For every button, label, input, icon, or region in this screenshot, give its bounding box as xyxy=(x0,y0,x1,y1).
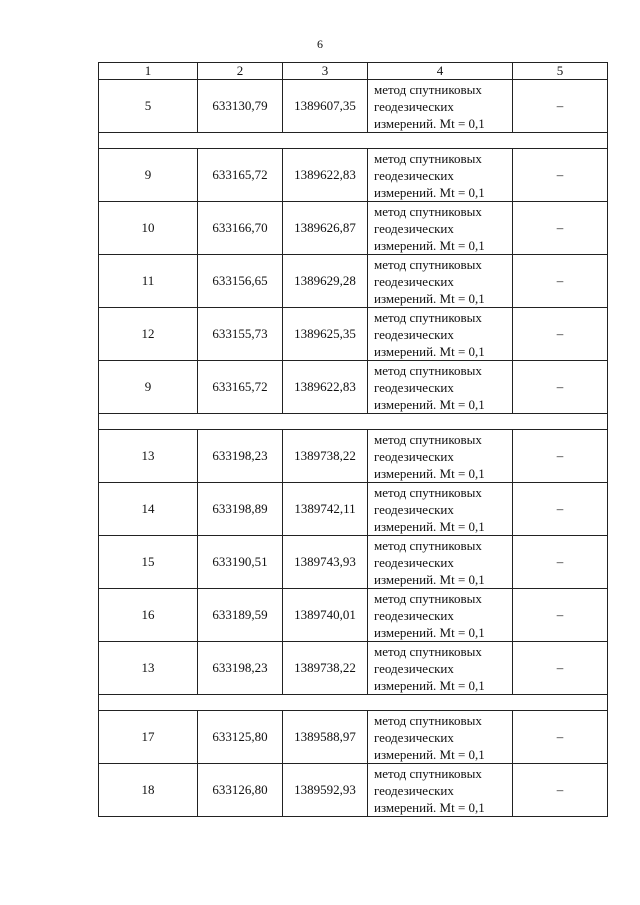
coordinate-x-cell: 633190,51 xyxy=(198,536,283,589)
table-row xyxy=(99,483,608,536)
table-row xyxy=(99,642,608,695)
coordinate-x-cell: 633166,70 xyxy=(198,202,283,255)
note-cell: – xyxy=(513,764,608,817)
method-line: измерений. Mt = 0,1 xyxy=(374,184,485,200)
method-line: геодезических xyxy=(374,98,454,114)
coordinate-y-cell: 1389607,35 xyxy=(283,80,368,133)
method-cell xyxy=(368,308,513,361)
method-line: метод спутниковых xyxy=(374,362,482,378)
point-number-cell: 5 xyxy=(99,80,198,133)
coordinate-x-cell: 633126,80 xyxy=(198,764,283,817)
coordinate-y-cell: 1389738,22 xyxy=(283,430,368,483)
column-header: 5 xyxy=(513,63,608,80)
group-separator-row xyxy=(99,414,608,430)
method-line: метод спутниковых xyxy=(374,537,482,553)
coordinate-y-cell: 1389592,93 xyxy=(283,764,368,817)
note-cell: – xyxy=(513,589,608,642)
table-row xyxy=(99,255,608,308)
method-cell xyxy=(368,361,513,414)
coordinates-table-body xyxy=(99,63,608,817)
note-cell: – xyxy=(513,255,608,308)
coordinate-x-cell: 633165,72 xyxy=(198,149,283,202)
note-cell: – xyxy=(513,80,608,133)
method-cell xyxy=(368,80,513,133)
method-line: метод спутниковых xyxy=(374,765,482,781)
method-cell xyxy=(368,255,513,308)
method-line: измерений. Mt = 0,1 xyxy=(374,290,485,306)
coordinate-x-cell: 633198,23 xyxy=(198,430,283,483)
coordinate-y-cell: 1389743,93 xyxy=(283,536,368,589)
coordinate-x-cell: 633165,72 xyxy=(198,361,283,414)
method-line: метод спутниковых xyxy=(374,203,482,219)
group-separator-row xyxy=(99,133,608,149)
coordinate-y-cell: 1389625,35 xyxy=(283,308,368,361)
note-cell: – xyxy=(513,361,608,414)
method-line: метод спутниковых xyxy=(374,643,482,659)
method-line: геодезических xyxy=(374,501,454,517)
method-cell xyxy=(368,202,513,255)
method-line: метод спутниковых xyxy=(374,309,482,325)
coordinate-x-cell: 633130,79 xyxy=(198,80,283,133)
method-line: метод спутниковых xyxy=(374,431,482,447)
table-row xyxy=(99,308,608,361)
coordinate-x-cell: 633125,80 xyxy=(198,711,283,764)
coordinates-table xyxy=(98,62,608,817)
table-row xyxy=(99,80,608,133)
table-row xyxy=(99,764,608,817)
point-number-cell: 9 xyxy=(99,149,198,202)
column-header: 1 xyxy=(99,63,198,80)
point-number-cell: 10 xyxy=(99,202,198,255)
column-header: 3 xyxy=(283,63,368,80)
coordinate-x-cell: 633156,65 xyxy=(198,255,283,308)
method-line: измерений. Mt = 0,1 xyxy=(374,396,485,412)
method-line: метод спутниковых xyxy=(374,712,482,728)
coordinate-x-cell: 633198,23 xyxy=(198,642,283,695)
coordinate-y-cell: 1389629,28 xyxy=(283,255,368,308)
note-cell: – xyxy=(513,711,608,764)
table-row xyxy=(99,149,608,202)
table-row xyxy=(99,536,608,589)
group-separator-cell xyxy=(99,695,608,711)
column-header: 2 xyxy=(198,63,283,80)
note-cell: – xyxy=(513,308,608,361)
page-number: 6 xyxy=(317,37,323,51)
group-separator-cell xyxy=(99,133,608,149)
method-line: измерений. Mt = 0,1 xyxy=(374,518,485,534)
method-line: измерений. Mt = 0,1 xyxy=(374,677,485,693)
method-cell xyxy=(368,536,513,589)
point-number-cell: 13 xyxy=(99,642,198,695)
method-line: измерений. Mt = 0,1 xyxy=(374,115,485,131)
method-line: геодезических xyxy=(374,607,454,623)
coordinate-y-cell: 1389740,01 xyxy=(283,589,368,642)
coordinate-y-cell: 1389738,22 xyxy=(283,642,368,695)
point-number-cell: 16 xyxy=(99,589,198,642)
method-line: геодезических xyxy=(374,220,454,236)
table-row xyxy=(99,589,608,642)
method-line: геодезических xyxy=(374,379,454,395)
method-line: метод спутниковых xyxy=(374,256,482,272)
note-cell: – xyxy=(513,430,608,483)
method-line: измерений. Mt = 0,1 xyxy=(374,343,485,359)
coordinate-y-cell: 1389588,97 xyxy=(283,711,368,764)
method-cell xyxy=(368,711,513,764)
method-cell xyxy=(368,764,513,817)
method-line: измерений. Mt = 0,1 xyxy=(374,799,485,815)
column-header: 4 xyxy=(368,63,513,80)
point-number-cell: 11 xyxy=(99,255,198,308)
point-number-cell: 9 xyxy=(99,361,198,414)
coordinate-x-cell: 633198,89 xyxy=(198,483,283,536)
point-number-cell: 12 xyxy=(99,308,198,361)
method-line: измерений. Mt = 0,1 xyxy=(374,571,485,587)
group-separator-row xyxy=(99,695,608,711)
method-line: геодезических xyxy=(374,729,454,745)
point-number-cell: 13 xyxy=(99,430,198,483)
table-row xyxy=(99,430,608,483)
table-row xyxy=(99,361,608,414)
method-line: измерений. Mt = 0,1 xyxy=(374,746,485,762)
note-cell: – xyxy=(513,642,608,695)
method-line: метод спутниковых xyxy=(374,81,482,97)
method-line: измерений. Mt = 0,1 xyxy=(374,237,485,253)
coordinate-y-cell: 1389742,11 xyxy=(283,483,368,536)
table-row xyxy=(99,202,608,255)
method-line: геодезических xyxy=(374,326,454,342)
method-cell xyxy=(368,149,513,202)
method-line: измерений. Mt = 0,1 xyxy=(374,624,485,640)
point-number-cell: 14 xyxy=(99,483,198,536)
point-number-cell: 15 xyxy=(99,536,198,589)
method-cell xyxy=(368,430,513,483)
note-cell: – xyxy=(513,536,608,589)
method-line: метод спутниковых xyxy=(374,150,482,166)
method-line: геодезических xyxy=(374,782,454,798)
method-line: геодезических xyxy=(374,273,454,289)
point-number-cell: 18 xyxy=(99,764,198,817)
method-line: геодезических xyxy=(374,448,454,464)
coordinate-y-cell: 1389626,87 xyxy=(283,202,368,255)
coordinate-y-cell: 1389622,83 xyxy=(283,149,368,202)
method-cell xyxy=(368,642,513,695)
point-number-cell: 17 xyxy=(99,711,198,764)
method-line: метод спутниковых xyxy=(374,590,482,606)
coordinate-x-cell: 633155,73 xyxy=(198,308,283,361)
table-header-row xyxy=(99,63,608,80)
method-line: метод спутниковых xyxy=(374,484,482,500)
method-line: измерений. Mt = 0,1 xyxy=(374,465,485,481)
note-cell: – xyxy=(513,483,608,536)
method-cell xyxy=(368,483,513,536)
note-cell: – xyxy=(513,202,608,255)
method-line: геодезических xyxy=(374,554,454,570)
group-separator-cell xyxy=(99,414,608,430)
method-line: геодезических xyxy=(374,660,454,676)
table-row xyxy=(99,711,608,764)
coordinate-y-cell: 1389622,83 xyxy=(283,361,368,414)
method-cell xyxy=(368,589,513,642)
note-cell: – xyxy=(513,149,608,202)
coordinate-x-cell: 633189,59 xyxy=(198,589,283,642)
method-line: геодезических xyxy=(374,167,454,183)
